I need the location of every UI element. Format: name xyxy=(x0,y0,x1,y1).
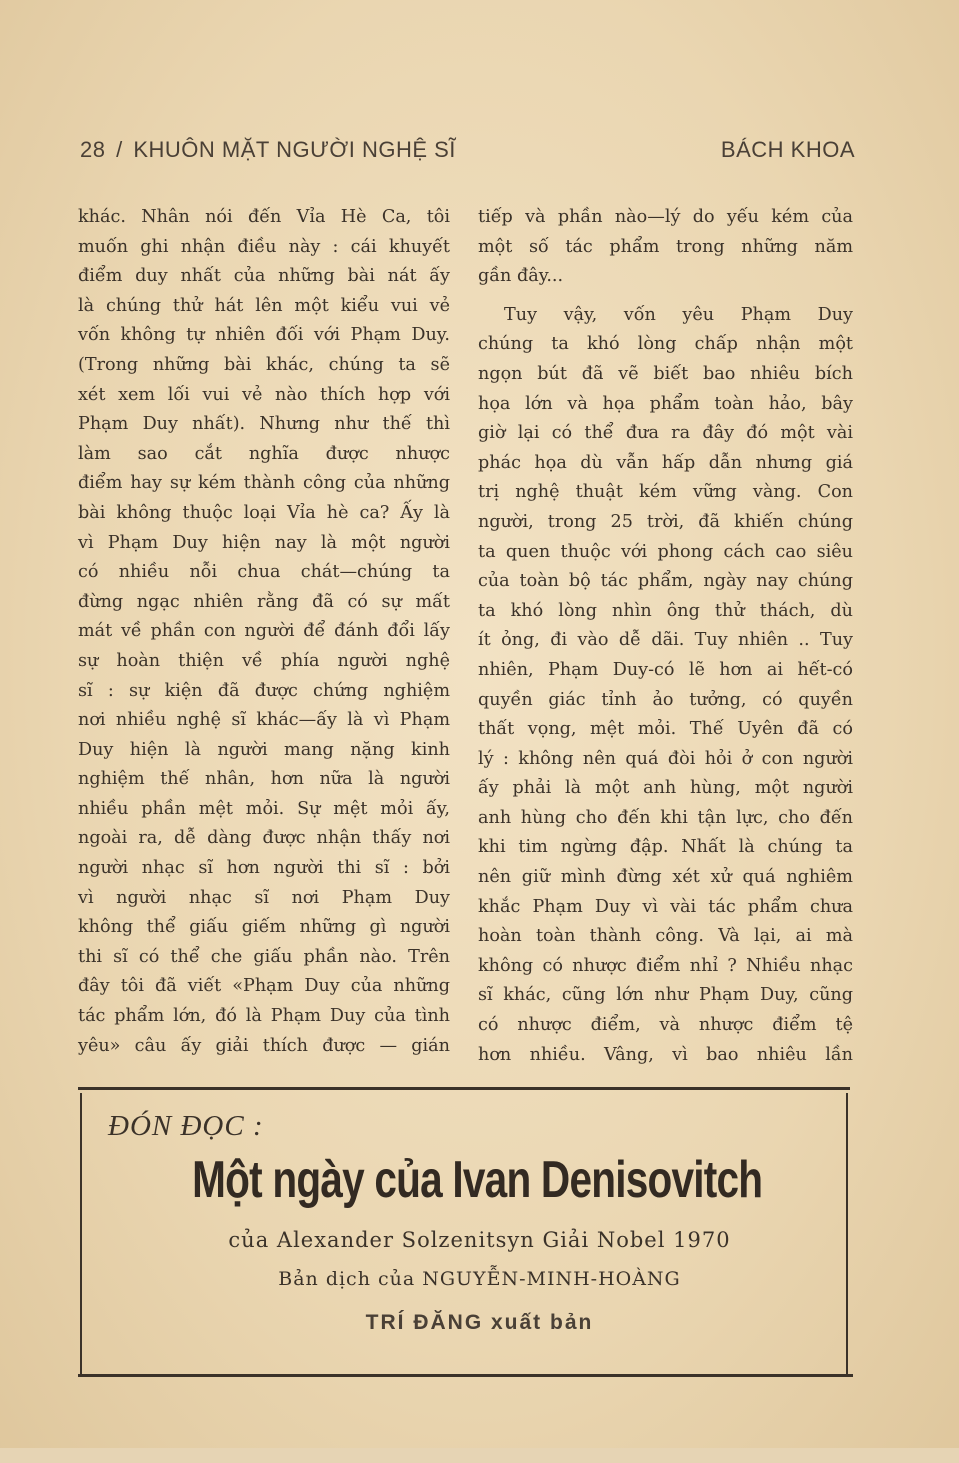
text-line: thất vọng, mệt mỏi. Thế Uyên đã có xyxy=(478,719,853,740)
ad-bottom-rule xyxy=(78,1374,853,1377)
text-line: quyền giác tỉnh ảo tưởng, có quyền xyxy=(478,689,853,710)
text-line: điểm hay sự kém thành công của những xyxy=(78,473,450,494)
text-line: phác họa dù vẫn hấp dẫn nhưng giá xyxy=(478,452,853,473)
ad-book-title: Một ngày của Ivan Denisovitch xyxy=(192,1151,763,1209)
text-line: người, trong 25 trời, đã khiến chúng xyxy=(478,511,853,532)
running-header xyxy=(80,134,855,166)
page-edge xyxy=(0,1448,959,1463)
header-separator: / xyxy=(116,137,123,162)
text-line: xét xem lối vui vẻ nào thích hợp với xyxy=(78,384,450,405)
text-line: Duy hiện là người mang nặng kinh xyxy=(78,739,450,760)
text-line: bài không thuộc loại Vỉa hè ca? Ấy là xyxy=(78,502,450,523)
text-line: đây tôi đã viết «Phạm Duy của những xyxy=(78,976,450,997)
text-line: của toàn bộ tác phẩm, ngày nay chúng xyxy=(478,571,853,592)
text-line: ít ỏng, đi vào dễ dãi. Tuy nhiên .. Tuy xyxy=(478,630,853,651)
text-line: họa lớn và họa phẩm toàn hảo, bây xyxy=(478,393,853,414)
article-column-left xyxy=(78,203,450,1061)
text-line: có nhược điểm, và nhược điểm tệ xyxy=(478,1015,853,1036)
text-line: ấy phải là một anh hùng, một người xyxy=(478,778,853,799)
text-line: ta khó lòng nhìn ông thử thách, dù xyxy=(478,600,853,621)
paragraph-gap xyxy=(478,292,853,301)
text-line: một số tác phẩm trong những năm xyxy=(478,236,853,257)
text-line: ngoài ra, dễ dàng được nhận thấy nơi xyxy=(78,828,450,849)
text-line: trị nghệ thuật kém vững vàng. Con xyxy=(478,482,853,503)
ad-translator-line: Bản dịch của NGUYỄN-MINH-HOÀNG xyxy=(278,1268,681,1290)
page-number: 28 xyxy=(80,137,106,162)
text-line: thi sĩ có thể che giấu phần nào. Trên xyxy=(78,946,450,967)
text-line: vì người nhạc sĩ nơi Phạm Duy xyxy=(78,887,450,908)
text-line: làm sao cắt nghĩa được nhược xyxy=(78,443,450,464)
text-line: Phạm Duy nhất). Nhưng như thế thì xyxy=(78,414,450,435)
text-line: nhiên, Phạm Duy-có lẽ hơn ai hết-có xyxy=(478,659,853,680)
header-left xyxy=(80,137,460,163)
text-line: có nhiều nỗi chua chát—chúng ta xyxy=(78,562,450,583)
text-line: muốn ghi nhận điều này : cái khuyết xyxy=(78,236,450,257)
text-line: khác. Nhân nói đến Vỉa Hè Ca, tôi xyxy=(78,207,450,227)
text-line: gần đây... xyxy=(478,266,564,287)
ad-top-rule xyxy=(78,1087,850,1090)
paragraph-right-2 xyxy=(478,301,853,1070)
text-line: nhiều phần mệt mỏi. Sự mệt mỏi ấy, xyxy=(78,798,450,819)
text-line: là chúng thử hát lên một kiểu vui vẻ xyxy=(78,295,450,316)
ad-lead-text: ĐÓN ĐỌC : xyxy=(108,1110,264,1142)
text-line: anh hùng cho đến khi tận lực, cho đến xyxy=(478,807,853,828)
text-line: tác phẩm lớn, đó là Phạm Duy của tình xyxy=(78,1006,450,1027)
text-line: ta quen thuộc với phong cách cao siêu xyxy=(478,541,853,562)
text-line: yêu» câu ấy giải thích được — gián xyxy=(78,1035,450,1056)
text-line: khắc Phạm Duy vì vài tác phẩm chưa xyxy=(478,896,853,917)
text-line: nên giữ mình đừng xét xử quá nghiêm xyxy=(478,867,853,888)
text-line: Tuy vậy, vốn yêu Phạm Duy xyxy=(504,304,853,325)
section-title: KHUÔN MẶT NGƯỜI NGHỆ SĨ xyxy=(133,137,456,162)
text-line: sĩ : sự kiện đã được chứng nghiệm xyxy=(78,680,450,701)
text-line: hơn nhiều. Vâng, vì bao nhiêu lần xyxy=(478,1044,853,1065)
text-line: tiếp và phần nào—lý do yếu kém của xyxy=(478,207,853,227)
text-line: lý : không nên quá đòi hỏi ở con người xyxy=(478,748,853,769)
text-line: không có nhược điểm nhỉ ? Nhiều nhạc xyxy=(478,955,853,976)
text-line: chúng ta khó lòng chấp nhận một xyxy=(478,334,853,355)
text-line: nghiệm thế nhân, hơn nữa là người xyxy=(78,769,450,790)
text-line: điểm duy nhất của những bài nát ấy xyxy=(78,266,450,287)
text-line: sự hoàn thiện về phía người nghệ xyxy=(78,650,450,671)
text-line: ngọn bút đã vẽ biết bao nhiêu bích xyxy=(478,363,853,384)
text-line: hoàn toàn thành công. Và lại, ai mà xyxy=(478,926,853,947)
text-line: khi tim ngừng đập. Nhất là chúng ta xyxy=(478,837,853,858)
text-line: người nhạc sĩ hơn người thi sĩ : bởi xyxy=(78,858,450,879)
article-column-right xyxy=(478,203,853,1070)
text-line: vốn không tự nhiên đối với Phạm Duy. xyxy=(78,325,450,346)
text-line: sĩ khác, cũng lớn như Phạm Duy, cũng xyxy=(478,985,853,1006)
paragraph-right-1 xyxy=(478,203,853,292)
ad-publisher-line: TRÍ ĐĂNG xuất bản xyxy=(365,1311,594,1334)
text-line: đừng ngạc nhiên rằng đã có sự mất xyxy=(78,591,450,612)
text-line: vì Phạm Duy hiện nay là một người xyxy=(78,532,450,553)
magazine-name: BÁCH KHOA xyxy=(720,137,855,162)
text-line: giờ lại có thể đưa ra đây đó một vài xyxy=(478,423,853,444)
text-line: mát về phần con người để đánh đổi lấy xyxy=(78,621,450,642)
text-line: (Trong những bài khác, chúng ta sẽ xyxy=(78,354,450,375)
text-line: không thể giấu giếm những gì người xyxy=(78,917,450,938)
ad-author-line: của Alexander Solzenitsyn Giải Nobel 1970 xyxy=(228,1228,731,1252)
text-line: nơi nhiều nghệ sĩ khác—ấy là vì Phạm xyxy=(78,710,450,731)
